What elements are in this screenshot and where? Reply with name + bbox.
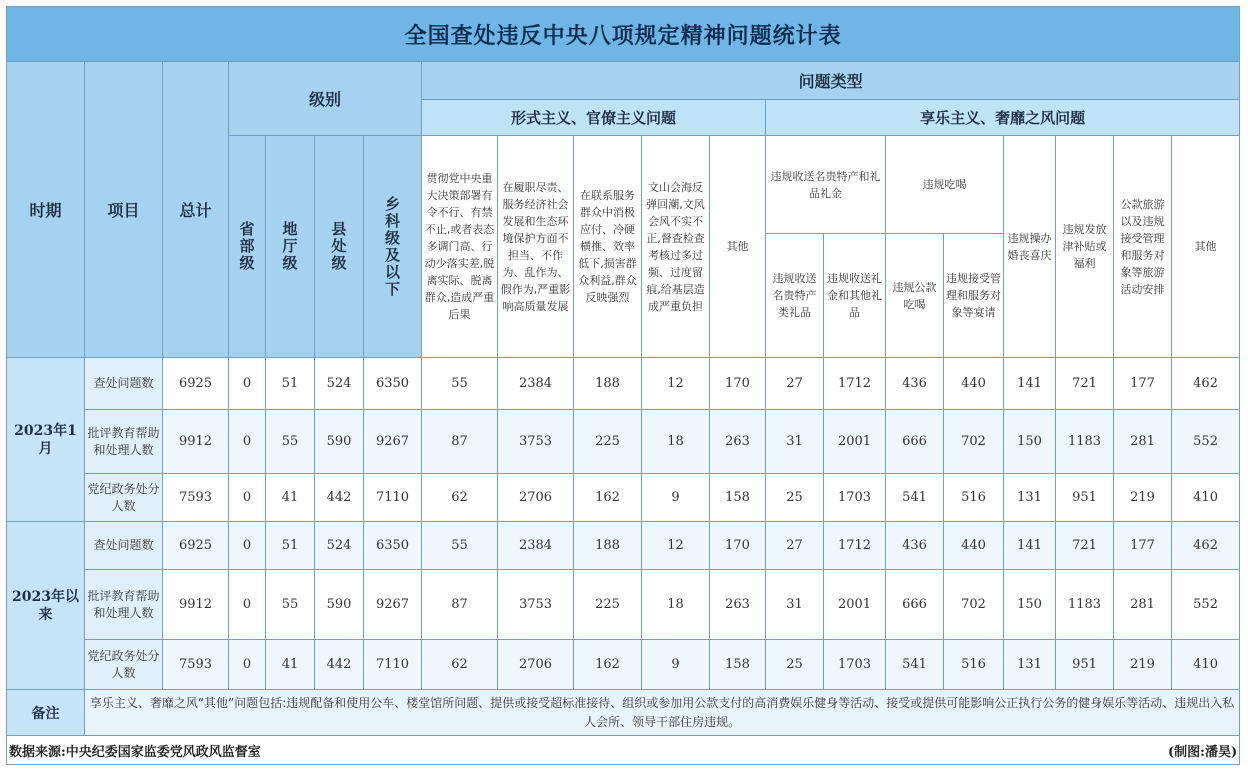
table-cell: 27 — [766, 358, 824, 410]
table-cell: 31 — [766, 410, 824, 474]
table-cell: 62 — [422, 474, 498, 522]
table-cell: 51 — [266, 358, 315, 410]
table-cell: 41 — [266, 640, 315, 690]
table-cell: 188 — [574, 522, 642, 570]
table-cell: 0 — [229, 474, 266, 522]
table-cell: 7593 — [163, 640, 229, 690]
table-cell: 12 — [642, 522, 710, 570]
table-cell: 1712 — [824, 358, 886, 410]
table-cell: 18 — [642, 570, 710, 640]
item-header: 项目 — [85, 62, 163, 358]
table-cell: 131 — [1004, 474, 1056, 522]
table-cell: 55 — [422, 522, 498, 570]
table-cell: 9 — [642, 640, 710, 690]
table-cell: 188 — [574, 358, 642, 410]
table-cell: 177 — [1114, 358, 1172, 410]
table-cell: 0 — [229, 410, 266, 474]
formalism-col-4: 文山会海反弹回潮,文风会风不实不正,督查检查考核过多过频、过度留痕,给基层造成严重负担 — [642, 136, 710, 358]
data-source: 数据来源:中央纪委国家监委党风政风监督室 — [9, 744, 261, 760]
table-cell: 0 — [229, 640, 266, 690]
table-cell: 541 — [886, 640, 944, 690]
level-township — [364, 136, 422, 358]
table-cell: 462 — [1172, 358, 1240, 410]
table-cell: 442 — [315, 640, 364, 690]
table-cell: 12 — [642, 358, 710, 410]
gift-group-header: 违规收送名贵特产和礼品礼金 — [766, 136, 886, 234]
table-cell: 25 — [766, 474, 824, 522]
table-cell: 410 — [1172, 474, 1240, 522]
level-group-header: 级别 — [229, 62, 422, 136]
table-cell: 170 — [710, 358, 766, 410]
table-title: 全国查处违反中央八项规定精神问题统计表 — [7, 7, 1240, 62]
table-cell: 7110 — [364, 640, 422, 690]
row-item-label: 批评教育帮助和处理人数 — [85, 570, 163, 640]
table-cell: 721 — [1056, 522, 1114, 570]
statistics-table-container — [6, 6, 1240, 774]
table-cell: 7110 — [364, 474, 422, 522]
dining-col-public-funds: 违规公款吃喝 — [886, 234, 944, 358]
table-cell: 2001 — [824, 570, 886, 640]
table-cell: 410 — [1172, 640, 1240, 690]
table-cell: 1712 — [824, 522, 886, 570]
level-county — [315, 136, 364, 358]
gift-col-cash: 违规收送礼金和其他礼品 — [824, 234, 886, 358]
table-cell: 2706 — [498, 640, 574, 690]
dining-col-banquets: 违规接受管理和服务对象等宴请 — [944, 234, 1004, 358]
level-prefectural-label: 地厅级 — [282, 220, 298, 272]
level-county-label: 县处级 — [331, 220, 347, 272]
hedonism-group-header: 享乐主义、奢靡之风问题 — [766, 100, 1240, 136]
table-cell: 6925 — [163, 522, 229, 570]
table-cell: 27 — [766, 522, 824, 570]
level-provincial-label: 省部级 — [239, 220, 255, 272]
table-cell: 590 — [315, 410, 364, 474]
table-cell: 0 — [229, 522, 266, 570]
table-cell: 3753 — [498, 410, 574, 474]
table-cell: 141 — [1004, 522, 1056, 570]
row-item-label: 党纪政务处分人数 — [85, 640, 163, 690]
table-cell: 31 — [766, 570, 824, 640]
table-cell: 9912 — [163, 570, 229, 640]
table-cell: 2384 — [498, 358, 574, 410]
table-cell: 1183 — [1056, 410, 1114, 474]
table-cell: 702 — [944, 410, 1004, 474]
table-cell: 666 — [886, 410, 944, 474]
period-label: 2023年以来 — [7, 522, 85, 690]
table-cell: 87 — [422, 570, 498, 640]
table-cell: 219 — [1114, 474, 1172, 522]
formalism-group-header: 形式主义、官僚主义问题 — [422, 100, 766, 136]
table-cell: 18 — [642, 410, 710, 474]
table-cell: 263 — [710, 570, 766, 640]
table-cell: 9 — [642, 474, 710, 522]
table-cell: 1703 — [824, 640, 886, 690]
table-cell: 702 — [944, 570, 1004, 640]
table-cell: 7593 — [163, 474, 229, 522]
table-cell: 51 — [266, 522, 315, 570]
table-cell: 150 — [1004, 570, 1056, 640]
note-text: 享乐主义、奢靡之风“其他”问题包括:违规配备和使用公车、楼堂馆所问题、提供或接受超标准接待、组织或参加用公款支付的高消费娱乐健身等活动、接受或提供可能影响公正执行公务的健身娱乐等活动、违规出入私人会所、领导干部住房违规。 — [85, 690, 1240, 736]
table-cell: 9267 — [364, 570, 422, 640]
table-cell: 6350 — [364, 358, 422, 410]
table-cell: 436 — [886, 522, 944, 570]
table-cell: 2384 — [498, 522, 574, 570]
table-cell: 281 — [1114, 410, 1172, 474]
table-cell: 0 — [229, 570, 266, 640]
table-cell: 150 — [1004, 410, 1056, 474]
row-item-label: 批评教育帮助和处理人数 — [85, 410, 163, 474]
table-cell: 552 — [1172, 570, 1240, 640]
table-cell: 3753 — [498, 570, 574, 640]
table-cell: 436 — [886, 358, 944, 410]
total-header: 总计 — [163, 62, 229, 358]
table-cell: 440 — [944, 522, 1004, 570]
table-cell: 281 — [1114, 570, 1172, 640]
table-cell: 1703 — [824, 474, 886, 522]
formalism-col-3: 在联系服务群众中消极应付、冷硬横推、效率低下,损害群众利益,群众反映强烈 — [574, 136, 642, 358]
table-cell: 219 — [1114, 640, 1172, 690]
table-cell: 25 — [766, 640, 824, 690]
row-item-label: 党纪政务处分人数 — [85, 474, 163, 522]
table-cell: 162 — [574, 640, 642, 690]
table-cell: 131 — [1004, 640, 1056, 690]
note-label: 备注 — [7, 690, 85, 736]
row-item-label: 查处问题数 — [85, 522, 163, 570]
period-header: 时期 — [7, 62, 85, 358]
table-cell: 516 — [944, 474, 1004, 522]
row-item-label: 查处问题数 — [85, 358, 163, 410]
level-township-label: 乡科级及以下 — [384, 194, 400, 298]
level-provincial — [229, 136, 266, 358]
table-cell: 721 — [1056, 358, 1114, 410]
table-cell: 87 — [422, 410, 498, 474]
table-cell: 2706 — [498, 474, 574, 522]
table-cell: 263 — [710, 410, 766, 474]
formalism-col-2: 在履职尽责、服务经济社会发展和生态环境保护方面不担当、不作为、乱作为、假作为,严重影响高质量发展 — [498, 136, 574, 358]
table-cell: 666 — [886, 570, 944, 640]
table-cell: 552 — [1172, 410, 1240, 474]
table-cell: 516 — [944, 640, 1004, 690]
table-cell: 524 — [315, 358, 364, 410]
table-cell: 590 — [315, 570, 364, 640]
table-cell: 225 — [574, 570, 642, 640]
problem-type-header: 问题类型 — [422, 62, 1240, 100]
table-cell: 1183 — [1056, 570, 1114, 640]
dining-group-header: 违规吃喝 — [886, 136, 1004, 234]
table-cell: 141 — [1004, 358, 1056, 410]
table-cell: 442 — [315, 474, 364, 522]
formalism-col-other: 其他 — [710, 136, 766, 358]
table-cell: 177 — [1114, 522, 1172, 570]
table-cell: 951 — [1056, 474, 1114, 522]
table-cell: 524 — [315, 522, 364, 570]
formalism-col-1: 贯彻党中央重大决策部署有令不行、有禁不止,或者表态多调门高、行动少落实差,脱离实际、脱离群众,造成严重后果 — [422, 136, 498, 358]
table-cell: 55 — [266, 570, 315, 640]
table-cell: 2001 — [824, 410, 886, 474]
hedonism-col-subsidies: 违规发放津补贴或福利 — [1056, 136, 1114, 358]
table-cell: 0 — [229, 358, 266, 410]
hedonism-col-other: 其他 — [1172, 136, 1240, 358]
table-cell: 55 — [266, 410, 315, 474]
table-cell: 55 — [422, 358, 498, 410]
period-label: 2023年1月 — [7, 358, 85, 522]
table-cell: 9912 — [163, 410, 229, 474]
table-cell: 541 — [886, 474, 944, 522]
table-cell: 158 — [710, 640, 766, 690]
footer-bar — [7, 736, 1240, 765]
table-cell: 6350 — [364, 522, 422, 570]
gift-col-specialty: 违规收送名贵特产类礼品 — [766, 234, 824, 358]
table-cell: 170 — [710, 522, 766, 570]
table-cell: 9267 — [364, 410, 422, 474]
chart-credit: (制图:潘昊) — [1168, 744, 1238, 760]
table-cell: 162 — [574, 474, 642, 522]
table-cell: 62 — [422, 640, 498, 690]
statistics-table — [6, 6, 1240, 765]
table-cell: 41 — [266, 474, 315, 522]
table-cell: 462 — [1172, 522, 1240, 570]
table-cell: 951 — [1056, 640, 1114, 690]
table-cell: 158 — [710, 474, 766, 522]
table-cell: 225 — [574, 410, 642, 474]
level-prefectural — [266, 136, 315, 358]
hedonism-col-travel: 公款旅游以及违规接受管理和服务对象等旅游活动安排 — [1114, 136, 1172, 358]
table-cell: 440 — [944, 358, 1004, 410]
hedonism-col-weddings: 违规操办婚丧喜庆 — [1004, 136, 1056, 358]
table-cell: 6925 — [163, 358, 229, 410]
